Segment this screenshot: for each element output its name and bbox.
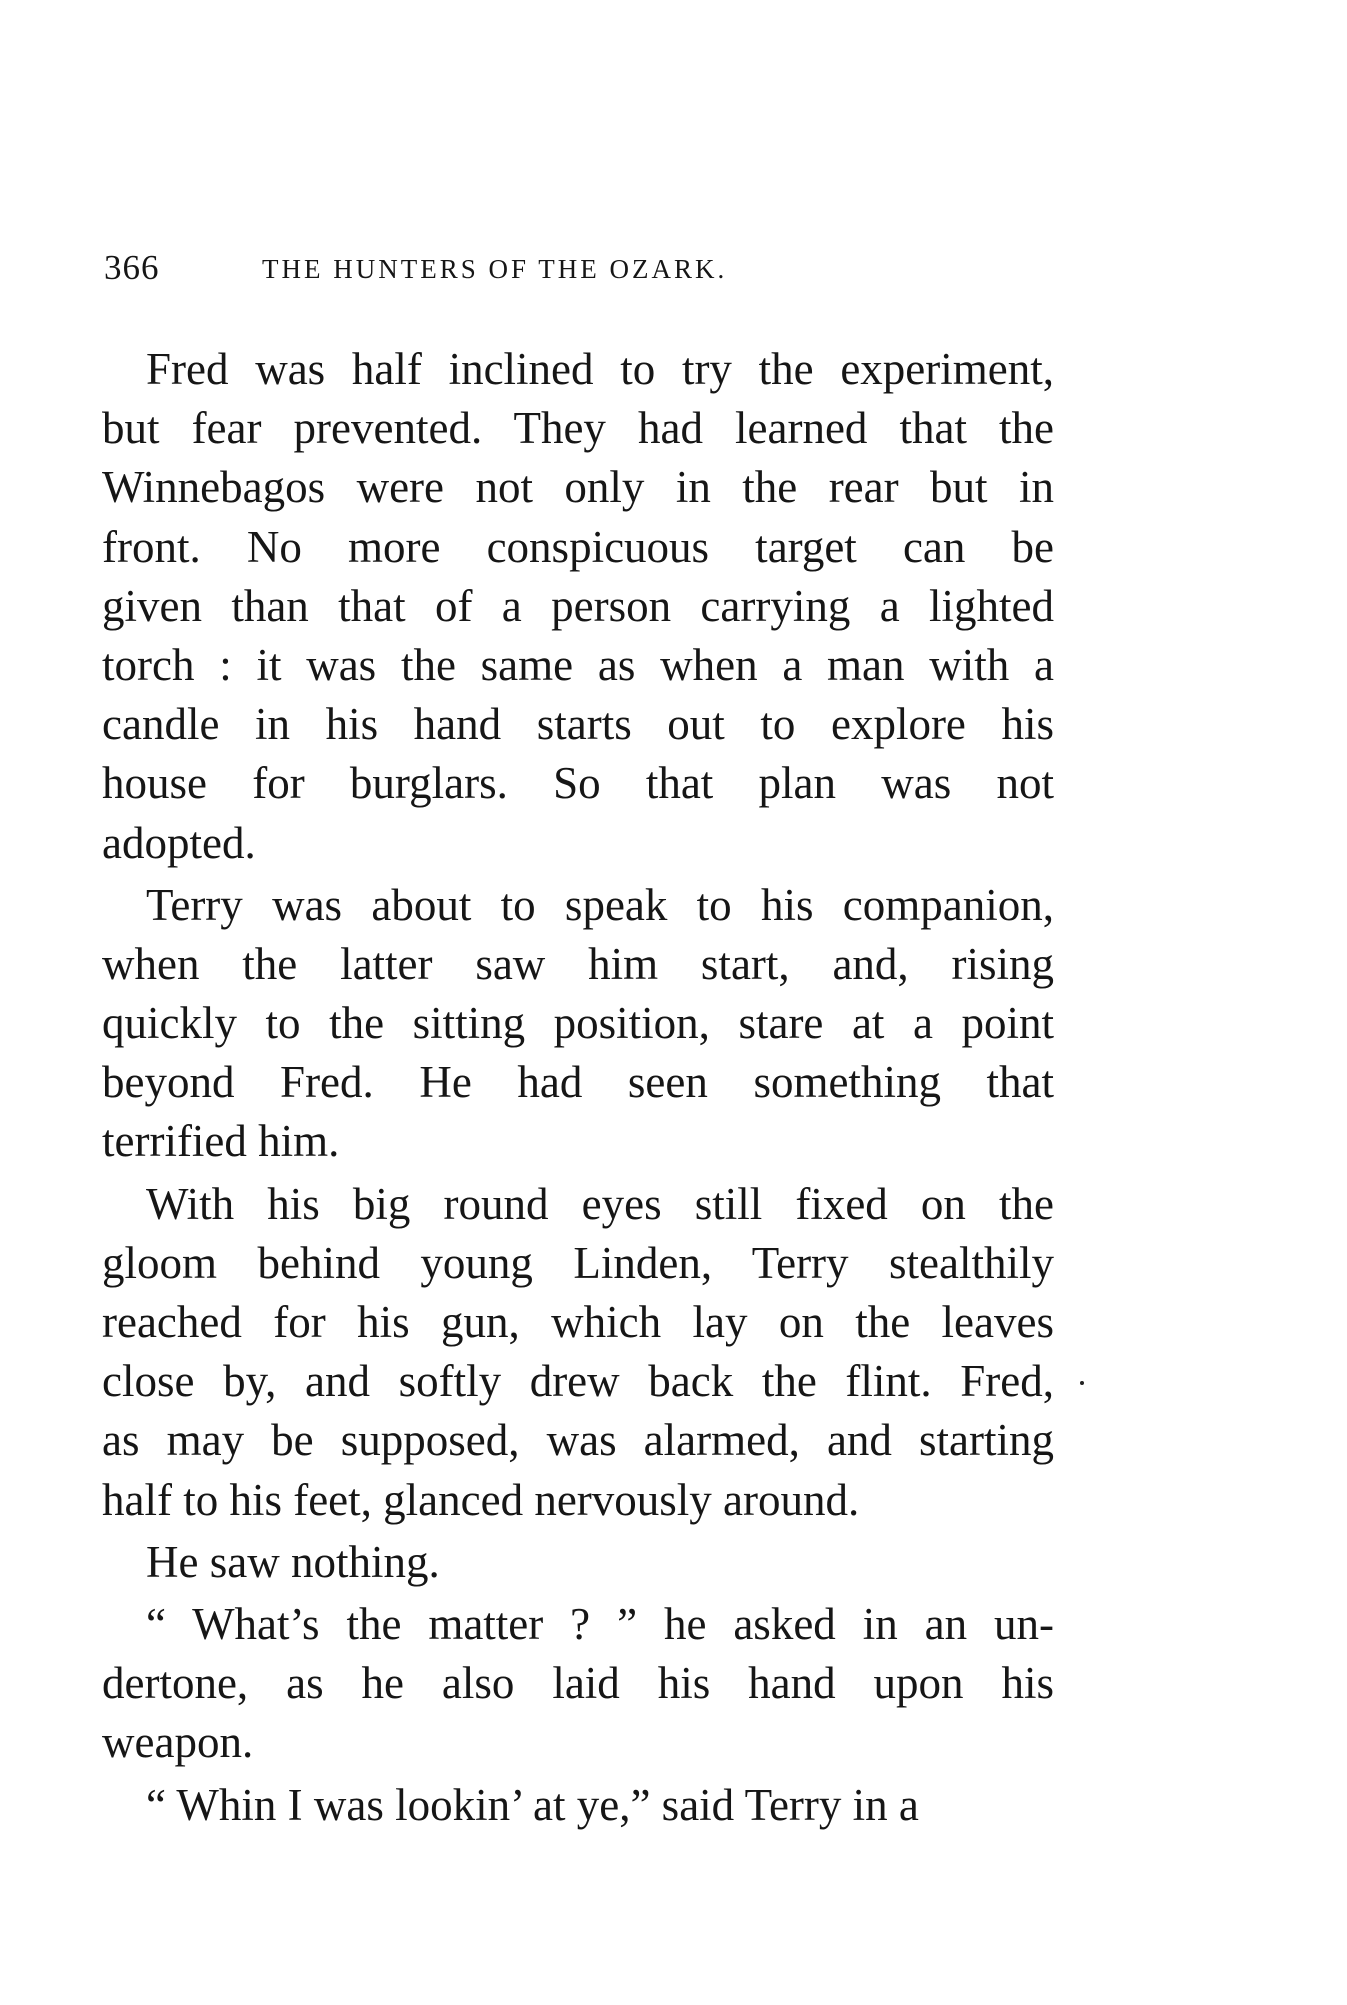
paragraph bbox=[102, 1776, 1054, 1835]
text-line: torch : it was the same as when a man with a bbox=[102, 639, 1054, 690]
text-line: Winnebagos were not only in the rear but in bbox=[102, 462, 1054, 513]
text-line: gloom behind young Linden, Terry stealthily bbox=[102, 1237, 1054, 1288]
text-line: adopted. bbox=[102, 817, 256, 868]
text-line: house for burglars. So that plan was not bbox=[102, 758, 1054, 809]
text-line: “ Whin I was lookin’ at ye,” said Terry in a bbox=[146, 1779, 919, 1830]
text-line: terrified him. bbox=[102, 1116, 340, 1167]
text-line: front. No more conspicuous target can be bbox=[102, 521, 1054, 572]
text-line: With his big round eyes still fixed on the bbox=[146, 1178, 1054, 1229]
text-line: “ What’s the matter ? ” he asked in an un- bbox=[146, 1598, 1054, 1649]
text-line: quickly to the sitting position, stare at a point bbox=[102, 998, 1054, 1049]
paragraph bbox=[102, 340, 1054, 873]
text-line: Terry was about to speak to his companion, bbox=[146, 879, 1054, 930]
page-header bbox=[104, 248, 1064, 298]
body-text bbox=[102, 340, 1054, 1835]
paragraph bbox=[102, 876, 1054, 1172]
paragraph bbox=[102, 1175, 1054, 1530]
text-line: when the latter saw him start, and, rising bbox=[102, 938, 1054, 989]
text-line: beyond Fred. He had seen something that bbox=[102, 1057, 1054, 1108]
text-line: reached for his gun, which lay on the leaves bbox=[102, 1297, 1054, 1347]
text-line: weapon. bbox=[102, 1717, 254, 1768]
text-line: Fred was half inclined to try the experiment, bbox=[146, 344, 1054, 394]
page-number: 366 bbox=[104, 248, 160, 287]
paragraph bbox=[102, 1533, 1054, 1592]
text-line: half to his feet, glanced nervously around. bbox=[102, 1474, 860, 1525]
running-title: THE HUNTERS OF THE OZARK. bbox=[262, 254, 728, 284]
text-line: but fear prevented. They had learned that the bbox=[102, 403, 1054, 454]
text-line: dertone, as he also laid his hand upon his bbox=[102, 1658, 1054, 1709]
text-line: candle in his hand starts out to explore his bbox=[102, 699, 1054, 750]
text-line: He saw nothing. bbox=[146, 1536, 440, 1587]
text-line: as may be supposed, was alarmed, and starting bbox=[102, 1415, 1054, 1466]
paragraph bbox=[102, 1595, 1054, 1773]
text-line: close by, and softly drew back the flint. Fred, bbox=[102, 1356, 1054, 1407]
ink-speck bbox=[1080, 1381, 1084, 1385]
text-line: given than that of a person carrying a lighted bbox=[102, 580, 1054, 631]
